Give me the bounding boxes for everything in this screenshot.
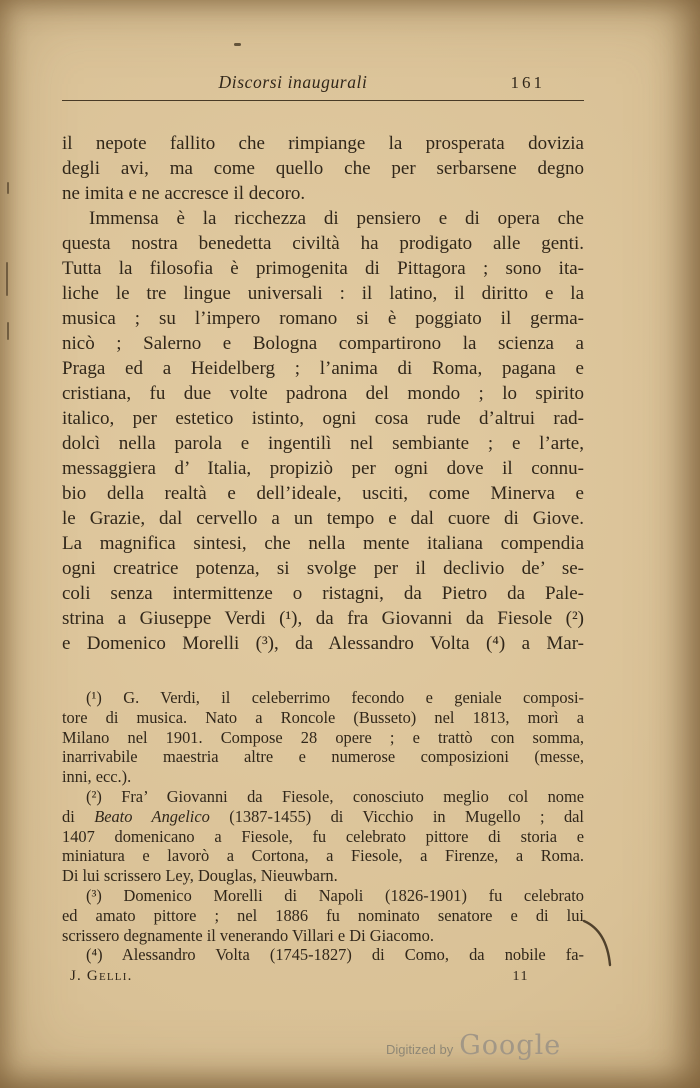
text-line: cristiana, fu due volte padrona del mondo ; lo spirito bbox=[62, 383, 584, 404]
text-line: Di lui scrissero Ley, Douglas, Nieuwbarn. bbox=[62, 866, 338, 886]
footnote-1 bbox=[62, 688, 584, 787]
text-line: ogni creatrice potenza, si svolge per il declivio de’ se- bbox=[62, 558, 584, 579]
digitized-by-text: Digitized by bbox=[386, 1042, 454, 1057]
footnote-3 bbox=[62, 886, 584, 945]
scan-artifact-pen-mark bbox=[578, 918, 622, 968]
text-line: (²) Fra’ Giovanni da Fiesole, conosciuto meglio col nome bbox=[86, 786, 584, 806]
text-line: le Grazie, dal cervello a un tempo e dal cuore di Giove. bbox=[62, 508, 584, 529]
italic-text: Beato Angelico bbox=[94, 806, 210, 826]
paragraph bbox=[62, 131, 584, 206]
text-line: degli avi, ma come quello che per serbarsene degno bbox=[62, 158, 584, 179]
text-line bbox=[62, 807, 584, 827]
text-line: Milano nel 1901. Compose 28 opere ; e trattò con somma, bbox=[62, 727, 584, 747]
footnote-2 bbox=[62, 787, 584, 886]
scan-artifact-dash bbox=[6, 262, 8, 296]
text-line: il nepote fallito che rimpiange la prosperata dovizia bbox=[62, 133, 584, 154]
text-line: ed amato pittore ; nel 1886 fu nominato senatore e di lui bbox=[62, 905, 584, 925]
running-title: Discorsi inaugurali bbox=[218, 72, 368, 92]
text-line: inarrivabile maestria altre e numerose composizioni (messe, bbox=[62, 747, 584, 767]
text-segment: (1387-1455) di Vicchio in Mugello ; dal bbox=[209, 806, 584, 826]
text-line: Praga ed a Heidelberg ; l’anima di Roma, pagana e bbox=[62, 358, 584, 379]
scan-artifact-dot bbox=[234, 43, 241, 46]
body-text bbox=[62, 131, 584, 656]
text-line: nicò ; Salerno e Bologna compartirono la scienza a bbox=[62, 333, 584, 354]
scan-artifact-dash bbox=[7, 182, 9, 194]
text-line: coli senza intermittenze o ristagni, da Pietro da Pale- bbox=[62, 583, 584, 604]
author-signature: J. Gelli. bbox=[70, 968, 133, 984]
page-number: 161 bbox=[510, 73, 545, 92]
page-footer bbox=[62, 968, 584, 985]
text-line: ne imita e ne accresce il decoro. bbox=[62, 183, 306, 204]
scan-artifact-dash bbox=[7, 322, 9, 340]
text-line: liche le tre lingue universali : il latino, il diritto e la bbox=[62, 283, 584, 304]
text-line: dolcì nella parola e ingentilì nel sembiante ; e l’arte, bbox=[62, 433, 584, 454]
text-line: questa nostra benedetta civiltà ha prodigato alle genti. bbox=[62, 233, 584, 254]
text-line: scrissero degnamente il venerando Villari e Di Giacomo. bbox=[62, 925, 434, 945]
text-line: e Domenico Morelli (³), da Alessandro Volta (⁴) a Mar- bbox=[62, 633, 584, 654]
text-line: italico, per estetico istinto, ogni cosa rude d’altrui rad- bbox=[62, 408, 584, 429]
text-line: (⁴) Alessandro Volta (1745-1827) di Como, da nobile fa- bbox=[86, 945, 584, 965]
signature-mark: 11 bbox=[512, 969, 529, 984]
text-line: 1407 domenicano a Fiesole, fu celebrato pittore di storia e bbox=[62, 826, 584, 846]
text-line: La magnifica sintesi, che nella mente italiana compendia bbox=[62, 533, 584, 554]
text-line: musica ; su l’impero romano si è poggiato il germa- bbox=[62, 308, 584, 329]
text-line: tore di musica. Nato a Roncole (Busseto) nel 1813, morì a bbox=[62, 707, 584, 727]
text-line: Immensa è la ricchezza di pensiero e di opera che bbox=[89, 208, 584, 229]
text-segment: di bbox=[62, 806, 95, 826]
header-rule bbox=[62, 100, 584, 101]
text-line: (³) Domenico Morelli di Napoli (1826-1901) fu celebrato bbox=[86, 885, 584, 905]
footnote-4 bbox=[62, 945, 584, 965]
google-logo: Google bbox=[459, 1030, 562, 1061]
paragraph bbox=[62, 206, 584, 656]
digitization-watermark bbox=[386, 1030, 561, 1061]
text-line: messaggiera d’ Italia, propiziò per ogni dove il connu- bbox=[62, 458, 584, 479]
text-line: miniatura e lavorò a Cortona, a Fiesole, a Firenze, a Roma. bbox=[62, 846, 584, 866]
text-line: inni, ecc.). bbox=[62, 767, 132, 787]
text-line: bio della realtà e dell’ideale, usciti, come Minerva e bbox=[62, 483, 584, 504]
text-line: Tutta la filosofia è primogenita di Pittagora ; sono ita- bbox=[62, 258, 584, 279]
text-line: (¹) G. Verdi, il celeberrimo fecondo e geniale composi- bbox=[86, 688, 584, 707]
footnotes-block bbox=[62, 688, 584, 965]
page-header bbox=[62, 72, 584, 98]
text-line: strina a Giuseppe Verdi (¹), da fra Giovanni da Fiesole (²) bbox=[62, 608, 584, 629]
